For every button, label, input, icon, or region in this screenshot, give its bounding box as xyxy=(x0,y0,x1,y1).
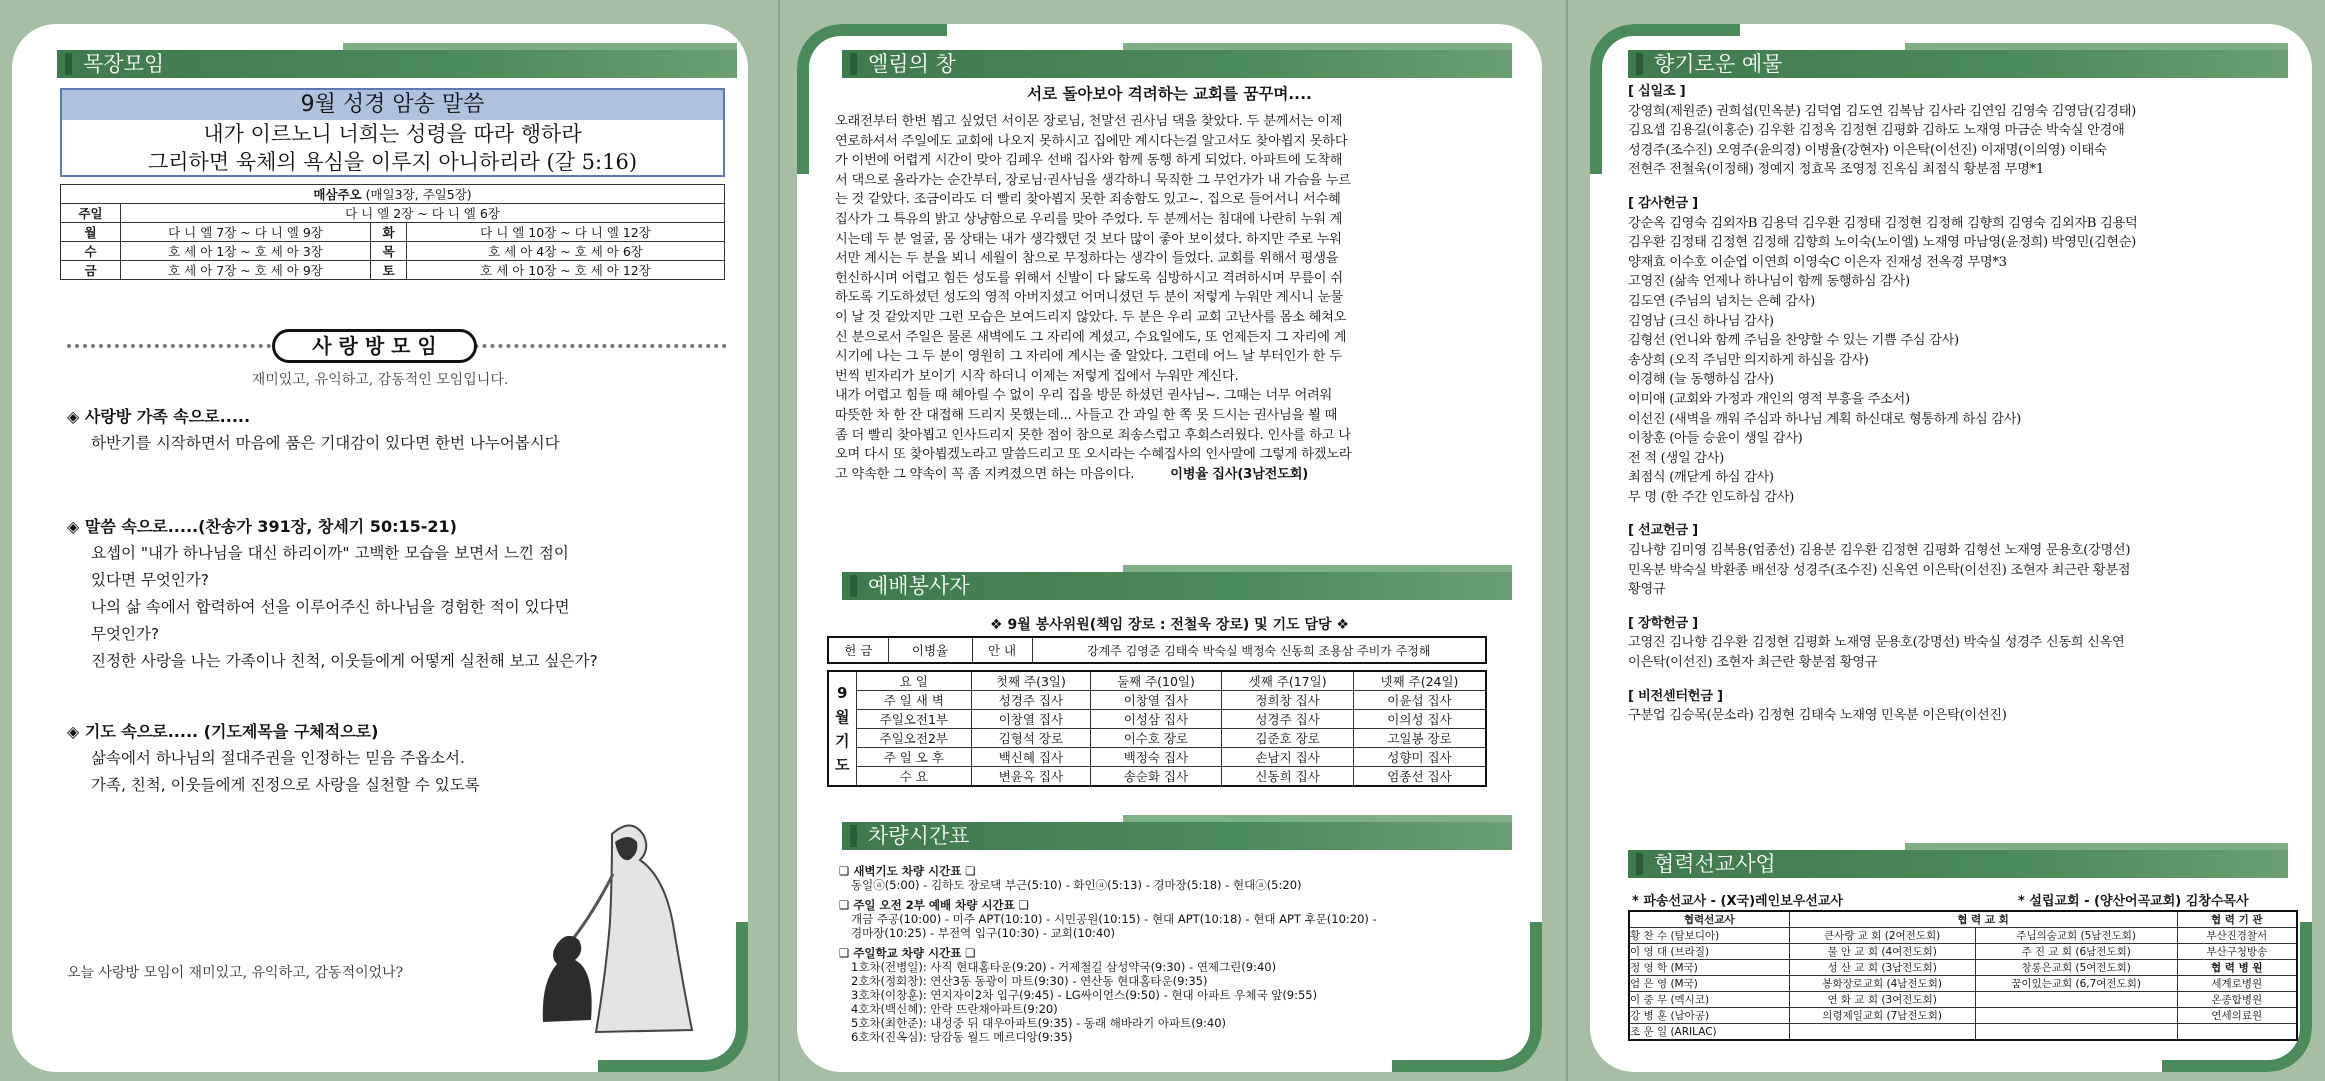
essay-body: 오래전부터 한번 뵙고 싶었던 서이몬 장로님, 천말선 권사님 댁을 찾았다. 두 분께서는 이제 연로하셔서 주일에도 교회에 나오지 못하시고 집에만 계시다는걸 알고서도 찾아뵙지 못하다 가 이번에 어렵게 시간이 맞아 김페우 선배 집사와 함께 동행 하게 되었다. 아파트에 도착해 서 댁으로 올라가는 순간부터, 장로님·권사님을 생각하니 묵직한 그 무언가가 내 가슴을 누르 는 것 같았다. 조금이라도 더 빨리 찾아뵙지 못한 죄송함도 있고~. 집으로 들어서니 서수혜 집사가 그 특유의 밝고 상냥함으로 우리를 맞아 주었다. 두 분께서는 침대에 나란히 누워 계 시는데 두 분 얼굴, 몸 상태는 내가 생각했던 것 보다 많이 좋아 보이셨다. 하지만 주로 누워 서만 계시는 두 분을 뵈니 세월이 참으로 무정하다는 생각이 들었다. 교회를 위해서 평생을 헌신하시며 어렵고 힘든 성도를 위해서 신발이 다 닳도록 심방하시고 격려하시며 무릎이 쉬 하도록 기도하셨던 성도의 영적 아버지셨고 어머니셨던 두 분이 저렇게 누워만 계시니 눈물 이 날 것 같았지만 그런 모습은 보여드리지 않았다. 두 분은 우리 교회 고난사를 몸소 헤쳐오 신 분으로서 주일은 물론 새벽에도 그 자리에 계셨고, 수요일에도, 또 언제든지 그 자리에 계 시기에 나는 그 두 분이 영원히 그 자리에 계시는 줄 알았다. 그런데 어느 날 부터인가 한 두 번씩 빈자리가 보이기 시작 하더니 이제는 저렇게 집에서 누워만 계신다. 내가 어렵고 힘들 때 헤아릴 수 없이 우리 집을 방문 하셨던 권사님~. 그때는 너무 어려워 따뜻한 차 한 잔 대접해 드리지 못했는데... 사들고 간 과일 한 쪽 못 드시는 권사님을 뵐 때 좀 더 빨리 찾아뵙고 인사드리지 못한 점이 참으로 죄송스럽고 후회스러웠다. 인사를 하고 나 오며 다시 또 찾아뵙겠노라고 말씀드리고 또 오시라는 수혜집사의 인사말에 그렇게 하겠노라 고 약속한 그 약속이 꼭 좀 지켜졌으면 하는 마음이다. 이병율 집사(3남전도회) xyxy=(835,114,1352,482)
page-fold xyxy=(778,0,780,1081)
verse-line: 그리하면 육체의 욕심을 이루지 아니하리라 (갈 5:16) xyxy=(147,150,638,174)
essay-title: 서로 돌아보아 격려하는 교회를 꿈꾸며.... xyxy=(1027,85,1312,103)
closing-question: 오늘 사랑방 모임이 재미있고, 유익하고, 감동적이었나? xyxy=(67,965,404,981)
service-title: ❖ 9월 봉사위원(책임 장로 : 전철욱 장로) 및 기도 담당 ❖ xyxy=(990,617,1349,633)
section-title: 향기로운 예물 xyxy=(1628,50,2288,78)
panel-elim xyxy=(797,24,1542,1072)
church-label: * 설립교회 - (양산어곡교회) 김창수목사 xyxy=(2018,894,2249,909)
meeting-item: ◈ 사랑방 가족 속으로..... 하반기를 시작하면서 마음에 품은 기대감이 있다면 한번 나누어봅시다 xyxy=(67,407,560,452)
service-table: 헌 금 이병율 안 내 강계주 김영준 김태숙 박숙실 백정숙 신동희 조용삼 주비가 주정해 xyxy=(827,636,1487,664)
section-title: 엘림의 창 xyxy=(842,50,1512,78)
month-label: 9 월 기 도 xyxy=(828,671,856,786)
section-title: 차량시간표 xyxy=(842,822,1512,850)
meeting-item: ◈ 말씀 속으로.....(찬송가 391장, 창세기 50:15-21) 요셉이 "내가 하나님을 대신 하리이까" 고백한 모습을 보면서 느낀 점이 있다면 무엇인가? 나의 삶 속에서 합력하여 선을 이루어주신 하나님을 경험한 적이 있다면 무엇인가? 진정한 사랑을 나는 가족이나 친척, 이웃들에게 어떻게 실천해 보고 싶은가? xyxy=(67,517,598,670)
section-title: 예배봉사자 xyxy=(842,572,1512,600)
prayer-table: 9 월 기 도 요 일 첫째 주(3일) 둘째 주(10일) 셋째 주(17일) 넷째 주(24일) 주 일 새 벽 성경주 집사 이창열 집사 정희창 집사 이윤섭 집사 주일오전1부 이창열 집사 이성삼 집사 성경주 집사 이의성 집사 주일오전2부 김형석 장로 이수호 장로 김준호 장로 고일봉 장로 주 일 오 후 백신혜 집사 백정숙 집사 손남지 집사 성향미 집사 수 요 변윤옥 집사 송순화 집사 신동희 집사 엄종선 집사 xyxy=(827,670,1487,787)
meeting-title: 사 랑 방 모 임 xyxy=(272,329,477,363)
missionary-label: * 파송선교사 - (X국)레인보우선교사 xyxy=(1632,894,1843,909)
jesus-child-illustration xyxy=(517,804,717,1034)
reading-table: 매삼주오 (매일3장, 주일5장) 주일 다 니 엘 2장 ~ 다 니 엘 6장 월 다 니 엘 7장 ~ 다 니 엘 9장 화 다 니 엘 10장 ~ 다 니 엘 12장 수 호 세 아 1장 ~ 호 세 아 3장 목 호 세 아 4장 ~ 호 세 아 6장 금 호 세 아 7장 ~ 호 세 아 9장 토 호 세 아 10장 ~ 호 세 아 12장 xyxy=(60,184,725,280)
essay-author: 이병율 집사(3남전도회) xyxy=(1170,466,1309,482)
section-title: 협력선교사업 xyxy=(1628,850,2288,878)
offerings-list: [ 십일조 ] 강영희(제원준) 권희섭(민옥분) 김덕엽 김도연 김복남 김사라 김연임 김영숙 김영담(김경태) 김요셉 김용길(이홍순) 김우환 김정옥 김정현 김평화 김하도 노재영 마금순 박숙실 안경애 성경주(조수진) 오영주(윤의경) 이병율(강현자) 이은탁(이선진) 이재명(이의영) 이태숙 전현주 전철욱(이정해) 정예지 정효목 조영정 진옥심 최점식 황분점 무명*1 [ 감사헌금 ] 강순옥 김영숙 김외자B 김용덕 김우환 김정태 김정현 김정해 김향희 김영숙 김외자B 김용덕 김우환 김정태 김정현 김정해 김향희 노이숙(노이엘) 노재영 마남영(윤정희) 박영민(김현순) 양재효 이수호 이순엽 이연희 이영숙C 이은자 진재성 전옥경 무명*3 고영진 (삶속 언제나 하나님이 함께 동행하심 감사) 김도연 (주님의 넘치는 은혜 감사) 김영남 (크신 하나님 감사) 김형선 (언니와 함께 주님을 찬양할 수 있는 기쁨 주심 감사) 송상희 (오직 주님만 의지하게 하심을 감사) 이경해 (늘 동행하심 감사) 이미애 (교회와 가정과 개인의 영적 부흥을 주소서) 이선진 (새벽을 깨워 주심과 하나님 계획 하신대로 형통하게 하심 감사) 이창훈 (아들 승윤이 생일 감사) 전 적 (생일 감사) 최점식 (깨닫게 하심 감사) 무 명 (한 주간 인도하심 감사) [ 선교헌금 ] 김나향 김미영 김복용(엄종선) 김용분 김우환 김정현 김평화 김형선 노재영 문용호(강명선) 민옥분 박숙실 박환종 배선장 성경주(조수진) 신옥연 이은탁(이선진) 조현자 최근란 황분점 황영규 [ 장학헌금 ] 고영진 김나향 김우환 김정현 김평화 노재영 문용호(강명선) 박숙실 성경주 신동희 신옥연 이은탁(이선진) 조현자 최근란 황분점 황영규 [ 비전센터헌금 ] 구분업 김승목(문소라) 김정현 김태숙 노재영 민옥분 이은탁(이선진) xyxy=(1628,84,2138,724)
coop-table: 협력선교사 협 력 교 회 협 력 기 관 황 찬 수 (탐보디아) 큰사랑 교 회 (2여전도회) 주님의숨교회 (5남전도회) 부산진경찰서 이 영 대 (브라질) 물 안 교 회 (4여전도회) 주 진 교 회 (6남전도회) 부산구청방송 정 영 학 (M국) 성 산 교 회 (3남전도회) 창롱은교회 (5여전도회) 협 력 병 원 엄 은 영 (M국) 봉화장로교회 (4남전도회) 꿈이있는교회 (6,7여전도회) 세계로병원 이 중 무 (멕시코) 연 화 교 회 (3여전도회) 온종합병원 강 병 훈 (남아공) 의령제일교회 (7남전도회) 연세의료원 조 운 일 (ARILAC) xyxy=(1628,910,2298,1041)
page-fold xyxy=(1566,0,1568,1081)
panel-offerings xyxy=(1590,24,2312,1072)
section-title: 목장모임 xyxy=(57,50,737,78)
verse-line: 내가 이르노니 너희는 성령을 따라 행하라 xyxy=(203,122,582,146)
meeting-item: ◈ 기도 속으로..... (기도제목을 구체적으로) 삶속에서 하나님의 절대주권을 인정하는 믿음 주옵소서. 가족, 친척, 이웃들에게 진정으로 사랑을 실천할 수 있도록 xyxy=(67,722,480,794)
meeting-subtitle: 재미있고, 유익하고, 감동적인 모임입니다. xyxy=(251,372,509,388)
panel-mokjang xyxy=(12,24,748,1072)
reading-title: 매삼주오 (매일3장, 주일5장) xyxy=(61,185,725,204)
verse-title: 9월 성경 암송 말씀 xyxy=(62,90,723,120)
memory-verse-box xyxy=(60,88,725,177)
bus-schedule: ❑ 새벽기도 차량 시간표 ❑ 동일ⓐ(5:00) - 김하도 장로댁 부근(5:10) - 화인ⓐ(5:13) - 경마장(5:18) - 현대ⓐ(5:20) ❑ 주일 오전 2부 예배 차량 시간표 ❑ 개금 주공(10:00) - 미주 APT(10:10) - 시민공원(10:15) - 현대 APT(10:18) - 현대 APT 후문(10:20) - 경마장(10:25) - 부전역 입구(10:30) - 교회(10:40) ❑ 주일학교 차량 시간표 ❑ 1호차(전병일): 사직 현대홈타운(9:20) - 거제철길 삼성약국(9:30) - 연제그린(9:40) 2호차(정회창): 연산3동 동광이 마트(9:30) - 연산동 현대홈타운(9:35) 3호차(이창훈): 연지자이2차 입구(9:45) - LG싸이언스(9:50) - 현대 아파트 우체국 앞(9:55) 4호차(백신혜): 안락 뜨란채아파트(9:20) 5호차(최한준): 내성중 뒤 대우아파트(9:35) - 동래 해바라기 아파트(9:40) 6호차(진옥심): 당감동 월드 메르디앙(9:35) xyxy=(839,864,1377,1044)
